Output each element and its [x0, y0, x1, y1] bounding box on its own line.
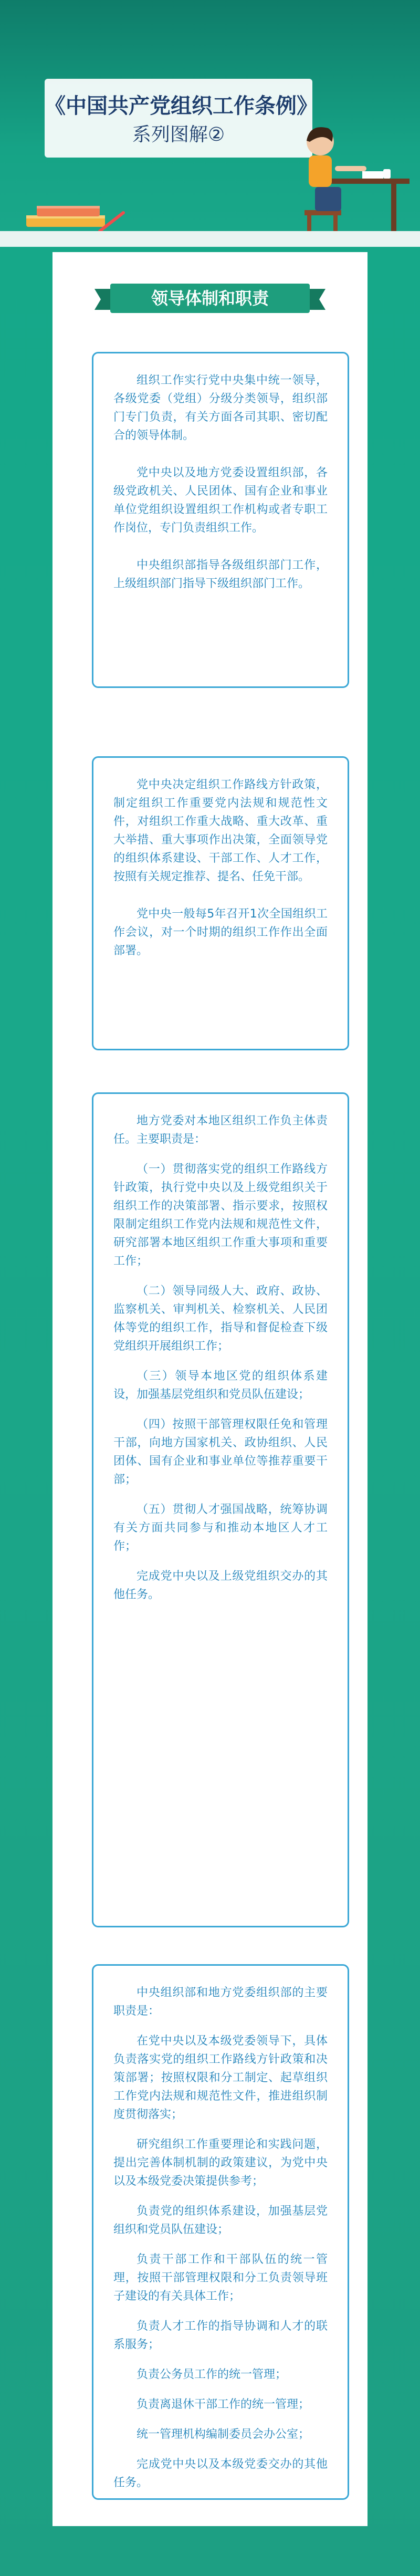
card-paragraph: 地方党委对本地区组织工作负主体责任。主要职责是： [113, 1114, 328, 1146]
card-paragraph: 统一管理机构编制委员会办公室； [136, 2428, 310, 2441]
card-paragraph: 组织工作实行党中央集中统一领导，各级党委（党组）分级分类领导，组织部门专门负责，有关方面各司其职、密切配合的领导体制。 [113, 374, 328, 442]
card-paragraph: 研究组织工作重要理论和实践问题，提出完善体制机制的政策建议，为党中央以及本级党委决策提供参考； [113, 2138, 328, 2188]
card-paragraph: （五）贯彻人才强国战略，统筹协调有关方面共同参与和推动本地区人才工作； [113, 1503, 328, 1553]
card-paragraph: 负责公务员工作的统一管理； [136, 2368, 287, 2381]
card-paragraph: 完成党中央以及上级党组织交办的其他任务。 [113, 1570, 328, 1601]
section-heading [94, 284, 326, 313]
card-paragraph: 完成党中央以及本级党委交办的其他任务。 [113, 2458, 328, 2489]
card-paragraph: 党中央决定组织工作路线方针政策，制定组织工作重要党内法规和规范性文件，对组织工作重大战略、重大改革、重大举措、重大事项作出决策，全面领导党的组织体系建设、干部工作、人才工作，按照有关规定推荐、提名、任免干部。 [113, 778, 328, 883]
card-central-committee [92, 756, 349, 1050]
card-paragraph: 在党中央以及本级党委领导下，具体负责落实党的组织工作路线方针政策和决策部署；按照权限和分工制定、起草组织工作党内法规和规范性文件，推进组织制度贯彻落实； [113, 2035, 328, 2121]
card-paragraph: 中央组织部指导各级组织部门工作，上级组织部门指导下级组织部门工作。 [113, 559, 328, 590]
header-banner [0, 0, 420, 247]
card-paragraph: （二）领导同级人大、政府、政协、监察机关、审判机关、检察机关、人民团体等党的组织工作，指导和督促检查下级党组织开展组织工作； [113, 1285, 328, 1353]
card-paragraph: （四）按照干部管理权限任免和管理干部，向地方国家机关、政协组织、人民团体、国有企业和事业单位等推荐重要干部； [113, 1418, 328, 1486]
reader-illustration [273, 121, 410, 236]
card-paragraph: （三）领导本地区党的组织体系建设，加强基层党组织和党员队伍建设； [113, 1370, 328, 1401]
card-paragraph: 党中央以及地方党委设置组织部，各级党政机关、人民团体、国有企业和事业单位党组织设置组织工作机构或者专职工作岗位，专门负责组织工作。 [113, 466, 328, 535]
card-paragraph: （一）贯彻落实党的组织工作路线方针政策，执行党中央以及上级党组织关于组织工作的决策部署、指示要求，按照权限制定组织工作党内法规和规范性文件，研究部署本地区组织工作重大事项和重要工作； [113, 1163, 328, 1268]
card-leadership-system [92, 352, 349, 688]
section-title: 领导体制和职责 [110, 284, 310, 313]
card-paragraph: 党中央一般每5年召开1次全国组织工作会议，对一个时期的组织工作作出全面部署。 [113, 908, 328, 957]
title-box [45, 79, 318, 158]
card-paragraph: 负责党的组织体系建设，加强基层党组织和党员队伍建设； [113, 2205, 328, 2236]
card-organization-department [92, 1964, 349, 2500]
page-title: 《中国共产党组织工作条例》 [45, 94, 318, 118]
card-paragraph: 负责干部工作和干部队伍的统一管理，按照干部管理权限和分工负责领导班子建设的有关具体工作； [113, 2253, 328, 2303]
page-subtitle: 系列图解② [132, 124, 225, 145]
card-paragraph: 负责离退休干部工作的统一管理； [136, 2398, 310, 2411]
card-paragraph: 负责人才工作的指导协调和人才的联系服务； [113, 2320, 328, 2351]
header-divider [0, 231, 420, 247]
card-local-committee [92, 1092, 349, 1927]
card-paragraph: 中央组织部和地方党委组织部的主要职责是： [113, 1986, 328, 2018]
